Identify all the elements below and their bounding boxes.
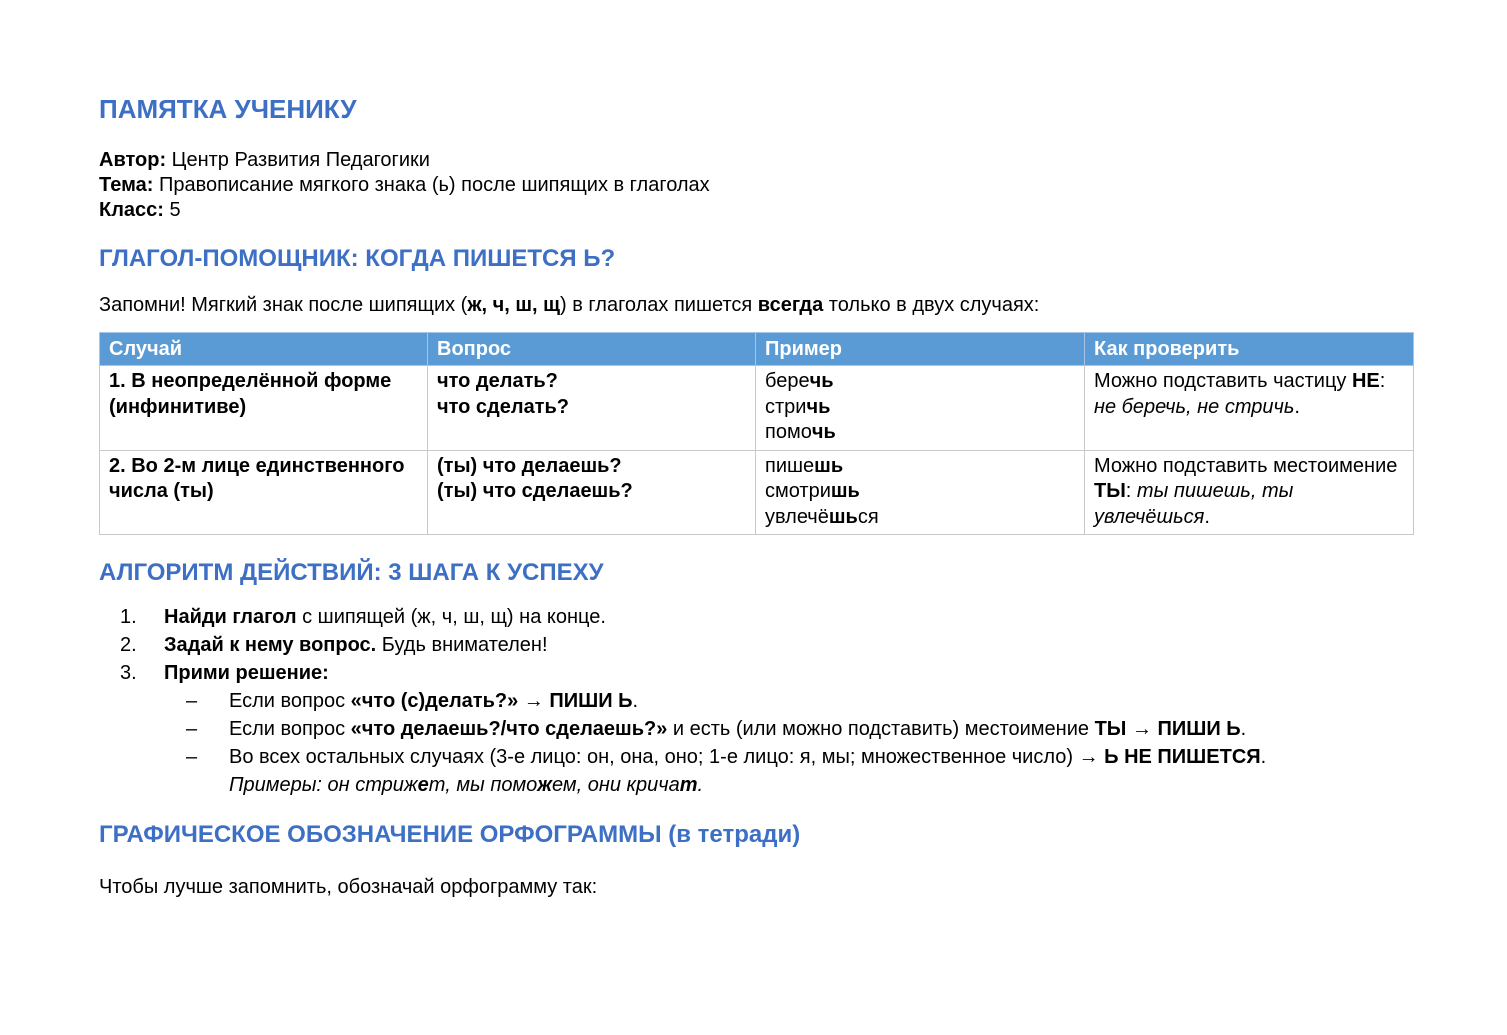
header-question: Вопрос: [428, 333, 756, 366]
cell-question: что делать? что сделать?: [428, 366, 756, 451]
sub-list-item: – Если вопрос «что (с)делать?» → ПИШИ Ь.: [186, 690, 639, 712]
cell-example: беречь стричь помочь: [756, 366, 1085, 451]
cell-case: 2. Во 2-м лице единственного числа (ты): [100, 450, 428, 535]
header-example: Пример: [756, 333, 1085, 366]
outro-paragraph: Чтобы лучше запомнить, обозначай орфограмму так:: [99, 876, 598, 898]
rules-table: [99, 332, 1414, 535]
document-page: [99, 92, 1413, 900]
table-header-row: [100, 333, 1414, 366]
meta-author: Автор: Центр Развития Педагогики: [99, 149, 430, 171]
meta-grade: Класс: 5: [99, 199, 181, 221]
cell-check: Можно подставить местоимение ТЫ: ты пишешь, ты увлечёшься.: [1085, 450, 1414, 535]
steps-list: [99, 603, 1413, 799]
section-heading-helper: ГЛАГОЛ-ПОМОЩНИК: КОГДА ПИШЕТСЯ Ь?: [99, 245, 616, 272]
header-check: Как проверить: [1085, 333, 1414, 366]
list-item: 2. Задай к нему вопрос. Будь внимателен!: [120, 634, 548, 656]
table-row: [100, 450, 1414, 535]
section-heading-graphic: ГРАФИЧЕСКОЕ ОБОЗНАЧЕНИЕ ОРФОГРАММЫ (в тетради): [99, 821, 801, 848]
meta-block: [99, 148, 1413, 223]
page-title: ПАМЯТКА УЧЕНИКУ: [99, 94, 357, 124]
sub-list: [99, 687, 1413, 799]
list-item: 3. Прими решение:: [120, 662, 329, 684]
meta-topic: Тема: Правописание мягкого знака (ь) после шипящих в глаголах: [99, 174, 710, 196]
header-case: Случай: [100, 333, 428, 366]
sub-list-item: – Если вопрос «что делаешь?/что сделаешь?» и есть (или можно подставить) местоимение ТЫ → ПИШИ Ь.: [186, 718, 1247, 740]
cell-example: пишешь смотришь увлечёшься: [756, 450, 1085, 535]
intro-paragraph: Запомни! Мягкий знак после шипящих (ж, ч, ш, щ) в глаголах пишется всегда только в двух случаях:: [99, 294, 1040, 316]
cell-check: Можно подставить частицу НЕ: не беречь, не стричь.: [1085, 366, 1414, 451]
cell-case: 1. В неопределённой форме (инфинитиве): [100, 366, 428, 451]
examples-line: Примеры: он стрижет, мы поможем, они кричат.: [229, 774, 704, 796]
list-item: 1. Найди глагол с шипящей (ж, ч, ш, щ) на конце.: [120, 606, 606, 628]
table-row: [100, 366, 1414, 451]
sub-list-item: – Во всех остальных случаях (3-е лицо: он, она, оно; 1-е лицо: я, мы; множественное число) → Ь НЕ ПИШЕТСЯ. Примеры: он стрижет, мы поможем, они кричат.: [186, 746, 1267, 796]
section-heading-algorithm: АЛГОРИТМ ДЕЙСТВИЙ: 3 ШАГА К УСПЕХУ: [99, 559, 604, 586]
cell-question: (ты) что делаешь? (ты) что сделаешь?: [428, 450, 756, 535]
